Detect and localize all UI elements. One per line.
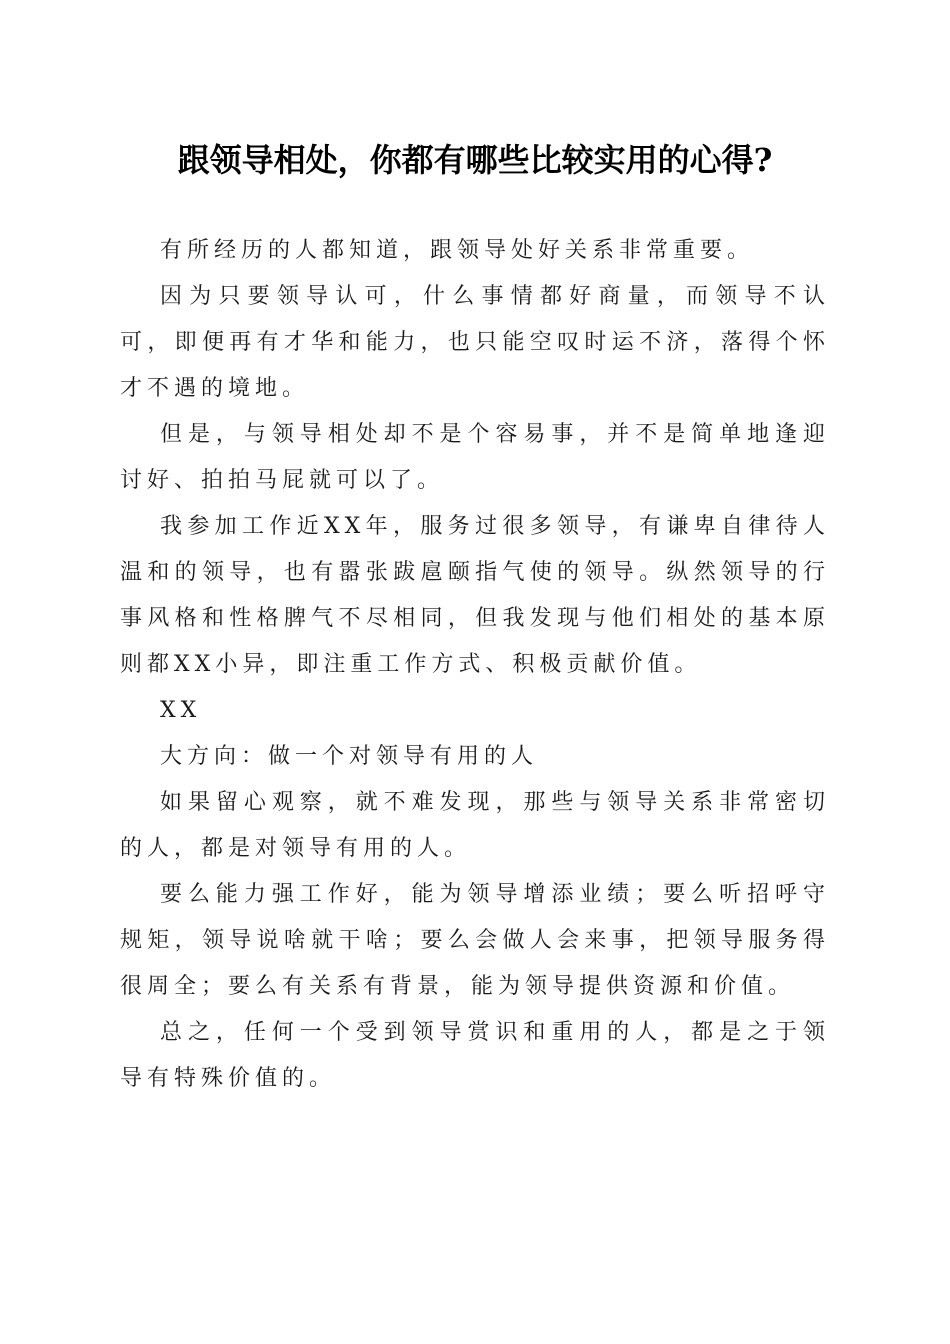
paragraph: 总之，任何一个受到领导赏识和重用的人，都是之于领导有特殊价值的。 xyxy=(120,1020,830,1091)
section-heading: 大方向：做一个对领导有用的人 xyxy=(160,744,539,769)
page-title: 跟领导相处，你都有哪些比较实用的心得? xyxy=(177,141,773,179)
paragraph: 我参加工作近XX年，服务过很多领导，有谦卑自律待人温和的领导，也有嚣张跋扈颐指气使的领导。纵然领导的行事风格和性格脾气不尽相同，但我发现与他们相处的基本原则都XX小异，即注重工作方式、积极贡献价值。 xyxy=(120,514,830,677)
paragraph: 因为只要领导认可，什么事情都好商量，而领导不认可，即便再有才华和能力，也只能空叹时运不济，落得个怀才不遇的境地。 xyxy=(120,284,830,401)
paragraph: 有所经历的人都知道，跟领导处好关系非常重要。 xyxy=(160,238,755,263)
paragraph: 如果留心观察，就不难发现，那些与领导关系非常密切的人，都是对领导有用的人。 xyxy=(120,790,830,861)
section-marker: XX xyxy=(160,698,202,723)
paragraph: 要么能力强工作好，能为领导增添业绩；要么听招呼守规矩，领导说啥就干啥；要么会做人会来事，把领导服务得很周全；要么有关系有背景，能为领导提供资源和价值。 xyxy=(120,882,830,999)
paragraph: 但是，与领导相处却不是个容易事，并不是简单地逢迎讨好、拍拍马屁就可以了。 xyxy=(120,422,830,493)
document-body xyxy=(120,228,830,1102)
